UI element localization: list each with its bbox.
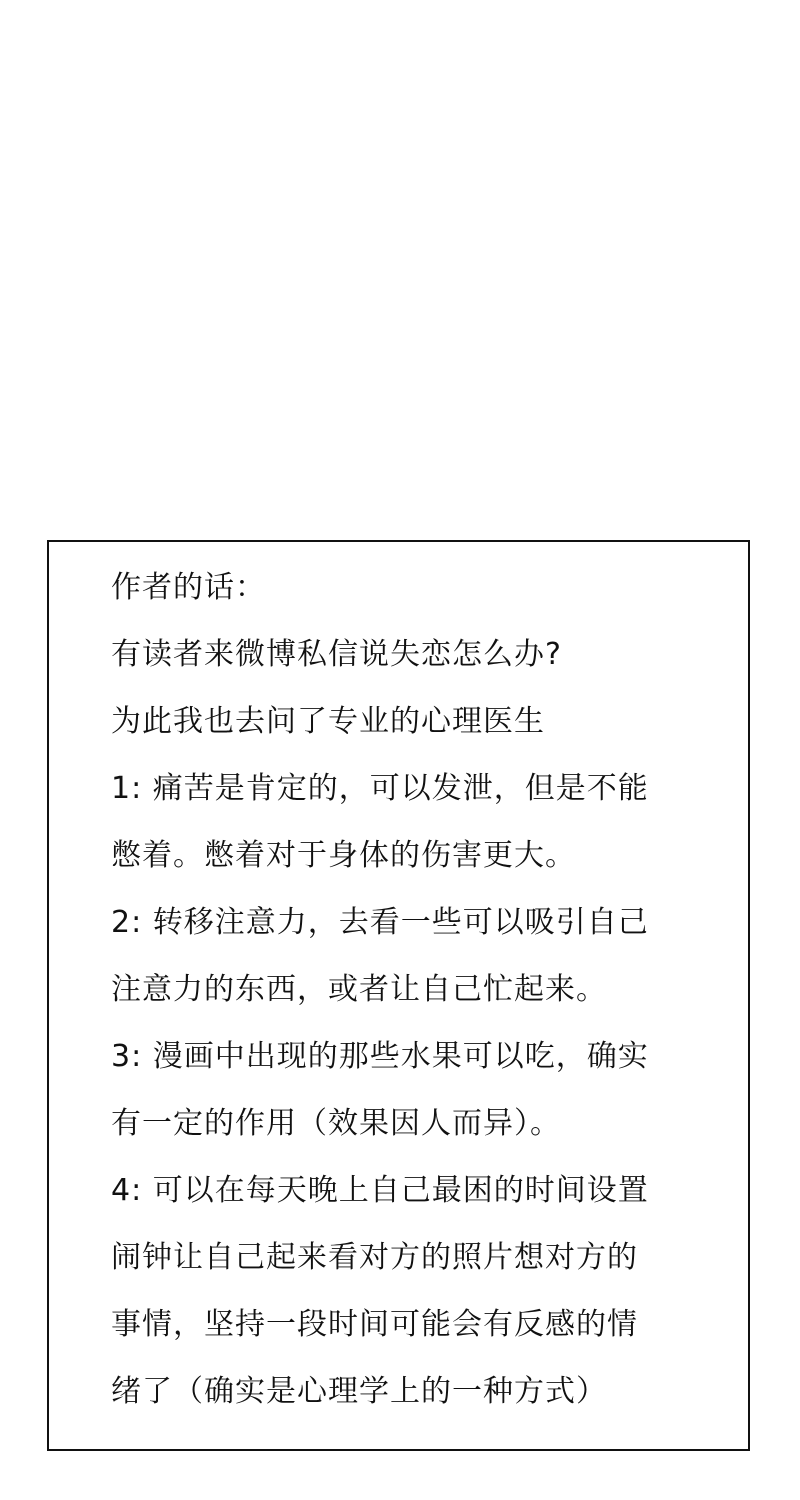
author-note-line: 憋着。憋着对于身体的伤害更大。 bbox=[111, 838, 576, 873]
author-note-line: 事情，坚持一段时间可能会有反感的情 bbox=[111, 1307, 638, 1342]
author-note-line: 有一定的作用（效果因人而异）。 bbox=[111, 1106, 561, 1141]
author-note-line: 注意力的东西，或者让自己忙起来。 bbox=[111, 972, 607, 1007]
author-note-line: 3: 漫画中出现的那些水果可以吃，确实 bbox=[111, 1039, 649, 1074]
author-note-line: 1: 痛苦是肯定的，可以发泄，但是不能 bbox=[111, 771, 649, 806]
author-note-line: 有读者来微博私信说失恋怎么办? bbox=[111, 637, 562, 672]
author-note-line: 2: 转移注意力，去看一些可以吸引自己 bbox=[111, 905, 649, 940]
author-note-box bbox=[47, 540, 750, 1451]
author-note-heading: 作者的话： bbox=[111, 570, 266, 605]
author-note-line: 4: 可以在每天晚上自己最困的时间设置 bbox=[111, 1173, 649, 1208]
author-note-line: 闹钟让自己起来看对方的照片想对方的 bbox=[111, 1240, 638, 1275]
author-note-line: 为此我也去问了专业的心理医生 bbox=[111, 704, 545, 739]
author-note-text bbox=[111, 564, 711, 1435]
author-note-line: 绪了（确实是心理学上的一种方式） bbox=[111, 1374, 607, 1409]
